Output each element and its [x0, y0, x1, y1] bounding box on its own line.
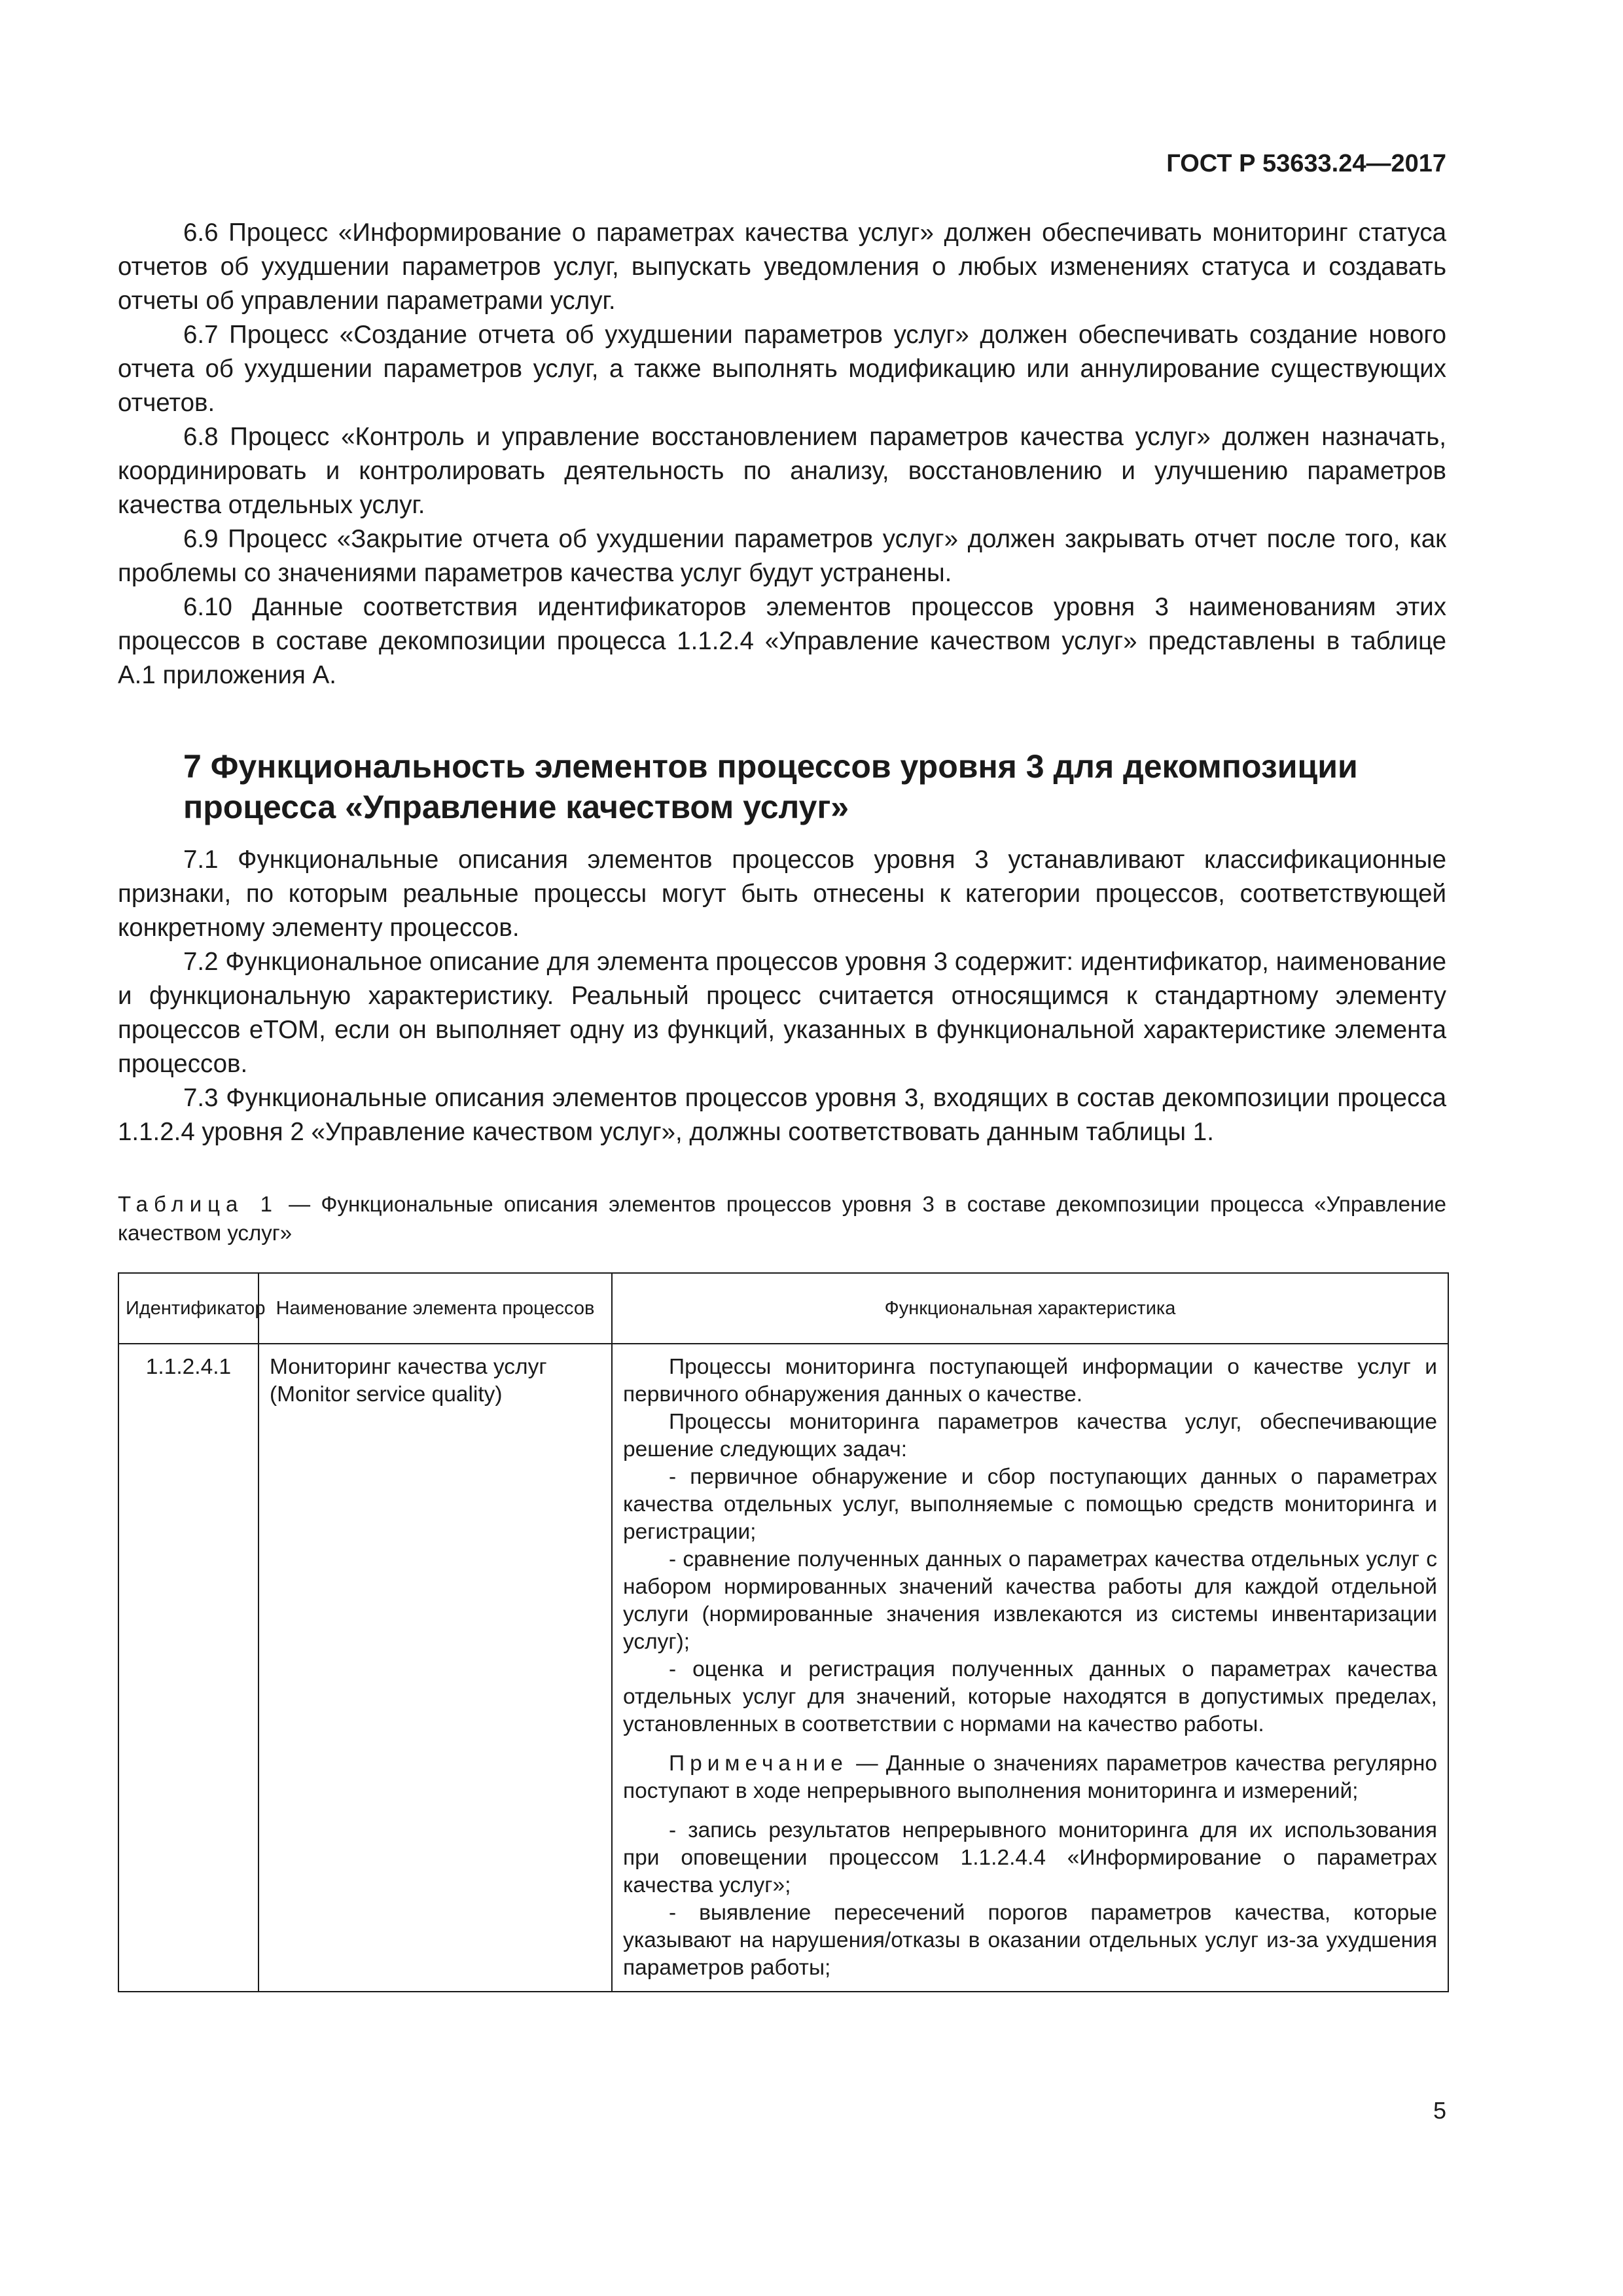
paragraph-7-3: 7.3 Функциональные описания элементов процессов уровня 3, входящих в состав декомпозиции процесса 1.1.2.4 уровня 2 «Управление качеством услуг», должны соответствовать данным таблицы 1. — [118, 1084, 1446, 1146]
section7-heading-line1: 7 Функциональность элементов процессов уровня 3 для декомпозиции — [183, 748, 1358, 785]
char-list-item: - запись результатов непрерывного мониторинга для их использования при оповещении процессом 1.1.2.4.4 «Информирование о параметрах качества услуг»; — [623, 1818, 1437, 1897]
char-list-item: - первичное обнаружение и сбор поступающих данных о параметрах качества отдельных услуг, выполняемые с помощью средств мониторинга и регистрации; — [623, 1465, 1437, 1544]
row-functional-characteristic — [612, 1344, 1448, 1992]
note-text: — Данные о значениях параметров качества регулярно поступают в ходе непрерывного выполнения мониторинга и измерений; — [623, 1751, 1437, 1803]
char-list-item: - выявление пересечений порогов параметров качества, которые указывают на нарушения/отказы в оказании отдельных услуг из-за ухудшения параметров работы; — [623, 1901, 1437, 1980]
functional-descriptions-table — [118, 1272, 1449, 1992]
table-header-row — [118, 1273, 1448, 1344]
section7-heading — [183, 746, 1446, 827]
table-caption — [118, 1190, 1446, 1247]
table-caption-label: Таблица 1 — [118, 1192, 278, 1216]
page-number: 5 — [1433, 2097, 1446, 2124]
char-list-item: - сравнение полученных данных о параметрах качества отдельных услуг с набором нормированных значений качества работы для каждой отдельной услуги (нормированные значения извлекаются из системы инвентаризации услуг); — [623, 1547, 1437, 1654]
char-paragraph: Процессы мониторинга поступающей информации о качестве услуг и первичного обнаружения данных о качестве. — [623, 1355, 1437, 1407]
header-element-name: Наименование элемента процессов — [259, 1273, 612, 1344]
paragraph-6-10: 6.10 Данные соответствия идентификаторов элементов процессов уровня 3 наименованиям этих процессов в составе декомпозиции процесса 1.1.2.4 «Управление качеством услуг» представлены в таблице А.1 приложения А. — [118, 593, 1446, 689]
section7-heading-line2: процесса «Управление качеством услуг» — [183, 789, 849, 825]
document-header: ГОСТ Р 53633.24—2017 — [1166, 150, 1446, 177]
section7-text — [118, 843, 1446, 1149]
row-element-name: Мониторинг качества услуг (Monitor service quality) — [259, 1344, 612, 1992]
section6-text — [118, 216, 1446, 692]
char-paragraph: Процессы мониторинга параметров качества услуг, обеспечивающие решение следующих задач: — [623, 1410, 1437, 1462]
table-caption-text: — Функциональные описания элементов процессов уровня 3 в составе декомпозиции процесса «Управление качеством услуг» — [118, 1192, 1446, 1245]
row-identifier: 1.1.2.4.1 — [118, 1344, 259, 1992]
char-note — [623, 1750, 1437, 1805]
char-list-item: - оценка и регистрация полученных данных о параметрах качества отдельных услуг для значений, которые находятся в допустимых пределах, установленных в соответствии с нормами на качество работы. — [623, 1657, 1437, 1736]
paragraph-6-7: 6.7 Процесс «Создание отчета об ухудшении параметров услуг» должен обеспечивать создание нового отчета об ухудшении параметров услуг, а также выполнять модификацию или аннулирование существующих отчетов. — [118, 321, 1446, 417]
paragraph-7-1: 7.1 Функциональные описания элементов процессов уровня 3 устанавливают классификационные признаки, по которым реальные процессы могут быть отнесены к категории процессов, соответствующей конкретному элементу процессов. — [118, 846, 1446, 942]
table-row — [118, 1344, 1448, 1992]
paragraph-6-6: 6.6 Процесс «Информирование о параметрах качества услуг» должен обеспечивать мониторинг статуса отчетов об ухудшении параметров услуг, выпускать уведомления о любых изменениях статуса и создавать отчеты об управлении параметрами услуг. — [118, 219, 1446, 315]
header-identifier: Идентификатор — [118, 1273, 259, 1344]
header-functional-characteristic: Функциональная характеристика — [612, 1273, 1448, 1344]
paragraph-6-8: 6.8 Процесс «Контроль и управление восстановлением параметров качества услуг» должен назначать, координировать и контролировать деятельность по анализу, восстановлению и улучшению параметров качества отдельных услуг. — [118, 423, 1446, 519]
paragraph-6-9: 6.9 Процесс «Закрытие отчета об ухудшении параметров услуг» должен закрывать отчет после того, как проблемы со значениями параметров качества услуг будут устранены. — [118, 525, 1446, 587]
note-label: Примечание — [669, 1751, 848, 1776]
paragraph-7-2: 7.2 Функциональное описание для элемента процессов уровня 3 содержит: идентификатор, наименование и функциональную характеристику. Реальный процесс считается относящимся к стандартному элементу процессов eTOM, если он выполняет одну из функций, указанных в функциональной характеристике элемента процессов. — [118, 948, 1446, 1078]
